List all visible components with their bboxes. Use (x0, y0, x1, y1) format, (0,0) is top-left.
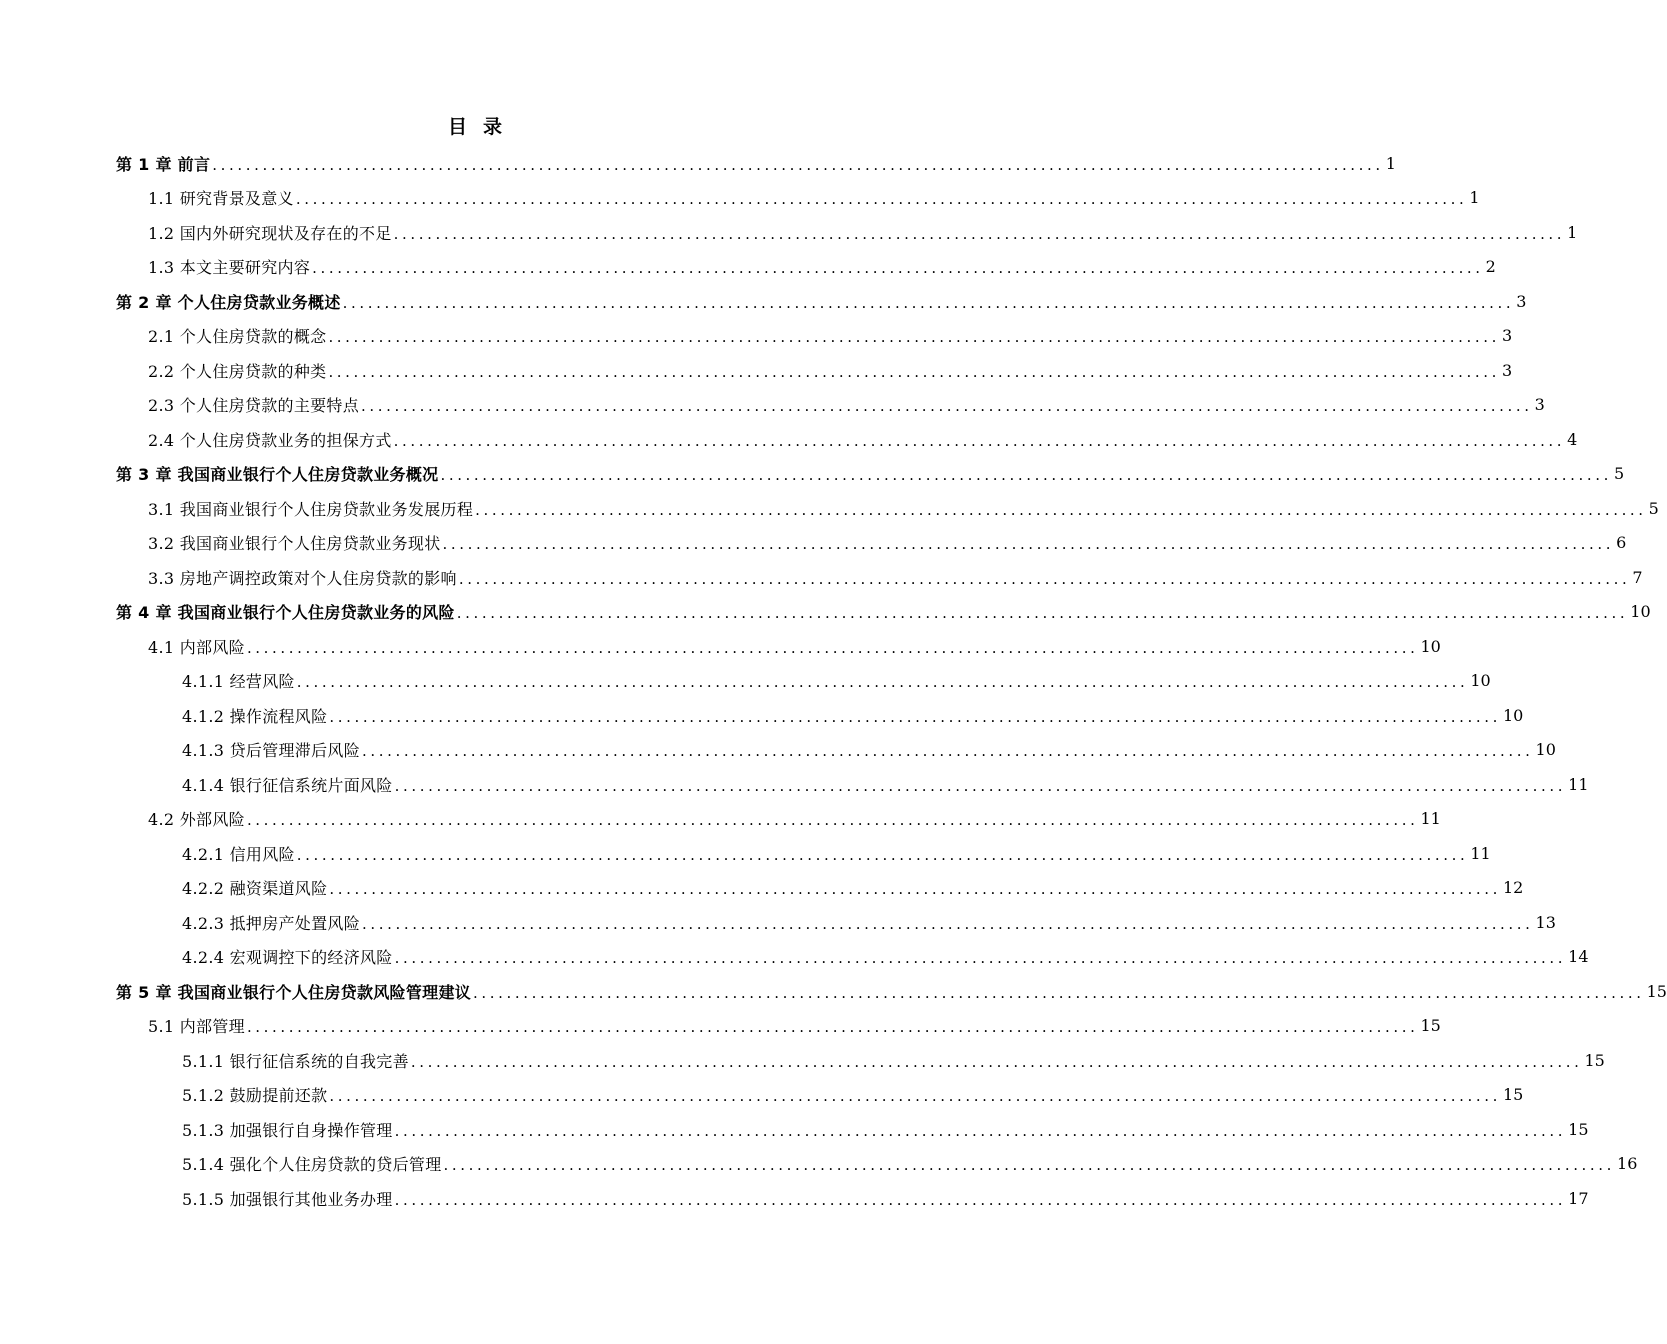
toc-entry-label: 4.1.1 经营风险 (182, 672, 295, 692)
toc-entry-page: 12 (1502, 878, 1524, 898)
toc-entry-label: 第 5 章 我国商业银行个人住房贷款风险管理建议 (116, 982, 472, 1002)
toc-entry-page: 11 (1470, 843, 1491, 863)
toc-entry[interactable] (0, 802, 1441, 837)
toc-entry-page: 4 (1567, 429, 1578, 449)
toc-entry-label: 4.2.4 宏观调控下的经济风险 (182, 948, 393, 968)
toc-entry-page: 1 (1469, 188, 1480, 208)
toc-entry[interactable] (0, 560, 1643, 595)
dot-leader: ............................................................................................................................................ (410, 1052, 1583, 1071)
toc-entry[interactable] (0, 1147, 1638, 1182)
toc-entry-page: 15 (1420, 1016, 1441, 1036)
toc-entry[interactable] (0, 905, 1556, 940)
toc-entry-label: 4.2 外部风险 (148, 810, 245, 830)
toc-entry[interactable] (0, 664, 1491, 699)
toc-entry[interactable] (0, 733, 1556, 768)
toc-entry-page: 13 (1535, 912, 1556, 932)
toc-entry-page: 5 (1648, 498, 1659, 518)
toc-entry[interactable] (0, 595, 1651, 630)
toc-entry[interactable] (0, 250, 1496, 285)
dot-leader: ............................................................................................................................................ (458, 569, 1631, 588)
toc-entry-label: 4.2.3 抵押房产处置风险 (182, 913, 360, 933)
toc-entry-page: 15 (1584, 1050, 1605, 1070)
toc-entry-label: 1.3 本文主要研究内容 (148, 258, 311, 278)
toc-entry-label: 第 3 章 我国商业银行个人住房贷款业务概况 (116, 465, 439, 485)
toc-entry[interactable] (0, 491, 1659, 526)
toc-entry-page: 7 (1632, 567, 1643, 587)
toc-entry[interactable] (0, 836, 1491, 871)
toc-entry-page: 11 (1420, 809, 1441, 829)
toc-entry-label: 5.1 内部管理 (148, 1017, 245, 1037)
toc-entry-page: 6 (1616, 533, 1627, 553)
dot-leader: ............................................................................................................................................ (440, 466, 1612, 485)
dot-leader: ............................................................................................................................................ (246, 1018, 1419, 1037)
toc-entry-page: 15 (1568, 1119, 1589, 1139)
toc-entry[interactable] (0, 629, 1441, 664)
dot-leader: ............................................................................................................................................ (456, 604, 1629, 623)
toc-entry-label: 1.1 研究背景及意义 (148, 189, 294, 209)
toc-entry-page: 1 (1385, 153, 1396, 173)
toc-entry[interactable] (0, 1181, 1589, 1216)
toc-entry-page: 10 (1470, 671, 1491, 691)
toc-entry[interactable] (0, 319, 1513, 354)
dot-leader: ............................................................................................................................................ (295, 190, 1468, 209)
toc-entry-label: 5.1.4 强化个人住房贷款的贷后管理 (182, 1155, 442, 1175)
toc-entry-page: 10 (1630, 602, 1651, 622)
toc-entry-page: 10 (1502, 705, 1524, 725)
toc-entry[interactable] (0, 1009, 1441, 1044)
dot-leader: ............................................................................................................................................ (212, 155, 1384, 174)
toc-entry-label: 4.1.4 银行征信系统片面风险 (182, 775, 393, 795)
toc-entry-label: 2.4 个人住房贷款业务的担保方式 (148, 430, 392, 450)
dot-leader: ............................................................................................................................................ (328, 362, 1500, 381)
toc-entry-page: 10 (1420, 636, 1441, 656)
toc-entry[interactable] (0, 1043, 1605, 1078)
dot-leader: ............................................................................................................................................ (296, 845, 1469, 864)
toc-entry[interactable] (0, 871, 1524, 906)
toc-entry[interactable] (0, 422, 1578, 457)
toc-entry-page: 3 (1534, 395, 1545, 415)
toc-entry-label: 3.3 房地产调控政策对个人住房贷款的影响 (148, 568, 457, 588)
dot-leader: ............................................................................................................................................ (394, 949, 1567, 968)
toc-entry[interactable] (0, 181, 1480, 216)
toc-entry[interactable] (0, 698, 1524, 733)
dot-leader: ............................................................................................................................................ (394, 776, 1567, 795)
dot-leader: ............................................................................................................................................ (312, 259, 1484, 278)
dot-leader: ............................................................................................................................................ (328, 328, 1500, 347)
toc-list (0, 146, 1667, 1216)
toc-entry-label: 4.1.3 贷后管理滞后风险 (182, 741, 360, 761)
dot-leader: ............................................................................................................................................ (329, 1087, 1501, 1106)
dot-leader: ............................................................................................................................................ (329, 880, 1501, 899)
toc-entry-label: 2.1 个人住房贷款的概念 (148, 327, 327, 347)
toc-entry-label: 4.1 内部风险 (148, 637, 245, 657)
toc-entry-page: 1 (1567, 222, 1578, 242)
toc-entry[interactable] (0, 767, 1589, 802)
toc-entry-page: 11 (1568, 774, 1589, 794)
toc-entry[interactable] (0, 215, 1578, 250)
toc-entry-page: 3 (1501, 326, 1513, 346)
toc-entry-label: 4.1.2 操作流程风险 (182, 706, 328, 726)
dot-leader: ............................................................................................................................................ (246, 811, 1419, 830)
toc-entry-page: 15 (1502, 1085, 1524, 1105)
dot-leader: ............................................................................................................................................ (394, 1121, 1567, 1140)
dot-leader: ............................................................................................................................................ (393, 431, 1566, 450)
toc-entry[interactable] (0, 457, 1625, 492)
dot-leader: ............................................................................................................................................ (362, 742, 1534, 761)
toc-entry-page: 3 (1516, 291, 1527, 311)
toc-entry-page: 14 (1568, 947, 1589, 967)
toc-entry-label: 第 1 章 前言 (116, 154, 211, 174)
toc-entry[interactable] (0, 284, 1527, 319)
dot-leader: ............................................................................................................................................ (296, 673, 1469, 692)
toc-entry-page: 3 (1501, 360, 1513, 380)
dot-leader: ............................................................................................................................................ (246, 638, 1419, 657)
toc-entry[interactable] (0, 974, 1667, 1009)
toc-entry[interactable] (0, 146, 1396, 181)
toc-entry-page: 16 (1617, 1154, 1638, 1174)
toc-entry-label: 5.1.2 鼓励提前还款 (182, 1086, 328, 1106)
dot-leader: ............................................................................................................................................ (473, 983, 1645, 1002)
toc-entry-label: 2.2 个人住房贷款的种类 (148, 361, 327, 381)
toc-entry-label: 3.2 我国商业银行个人住房贷款业务现状 (148, 534, 441, 554)
dot-leader: ............................................................................................................................................ (362, 914, 1534, 933)
toc-entry[interactable] (0, 1078, 1524, 1113)
toc-entry[interactable] (0, 1112, 1589, 1147)
dot-leader: ............................................................................................................................................ (394, 1190, 1567, 1209)
toc-entry-label: 2.3 个人住房贷款的主要特点 (148, 396, 360, 416)
toc-entry[interactable] (0, 940, 1589, 975)
dot-leader: ............................................................................................................................................ (393, 224, 1566, 243)
toc-entry-page: 17 (1568, 1188, 1589, 1208)
toc-entry-label: 第 2 章 个人住房贷款业务概述 (116, 292, 341, 312)
toc-title: 目录 (447, 116, 518, 138)
toc-entry-label: 4.2.1 信用风险 (182, 844, 295, 864)
toc-entry-label: 3.1 我国商业银行个人住房贷款业务发展历程 (148, 499, 474, 519)
toc-entry[interactable] (0, 388, 1545, 423)
toc-entry-page: 5 (1613, 464, 1625, 484)
toc-entry-page: 10 (1535, 740, 1556, 760)
toc-entry-page: 2 (1485, 257, 1496, 277)
dot-leader: ............................................................................................................................................ (361, 397, 1533, 416)
toc-entry-label: 1.2 国内外研究现状及存在的不足 (148, 223, 392, 243)
toc-entry-label: 4.2.2 融资渠道风险 (182, 879, 328, 899)
dot-leader: ............................................................................................................................................ (342, 293, 1515, 312)
toc-entry[interactable] (0, 353, 1513, 388)
toc-entry[interactable] (0, 526, 1627, 561)
toc-entry-page: 15 (1646, 981, 1667, 1001)
toc-entry-label: 第 4 章 我国商业银行个人住房贷款业务的风险 (116, 603, 455, 623)
dot-leader: ............................................................................................................................................ (443, 1156, 1616, 1175)
dot-leader: ............................................................................................................................................ (475, 500, 1647, 519)
toc-entry-label: 5.1.1 银行征信系统的自我完善 (182, 1051, 409, 1071)
toc-entry-label: 5.1.5 加强银行其他业务办理 (182, 1189, 393, 1209)
dot-leader: ............................................................................................................................................ (329, 707, 1501, 726)
toc-entry-label: 5.1.3 加强银行自身操作管理 (182, 1120, 393, 1140)
dot-leader: ............................................................................................................................................ (442, 535, 1615, 554)
